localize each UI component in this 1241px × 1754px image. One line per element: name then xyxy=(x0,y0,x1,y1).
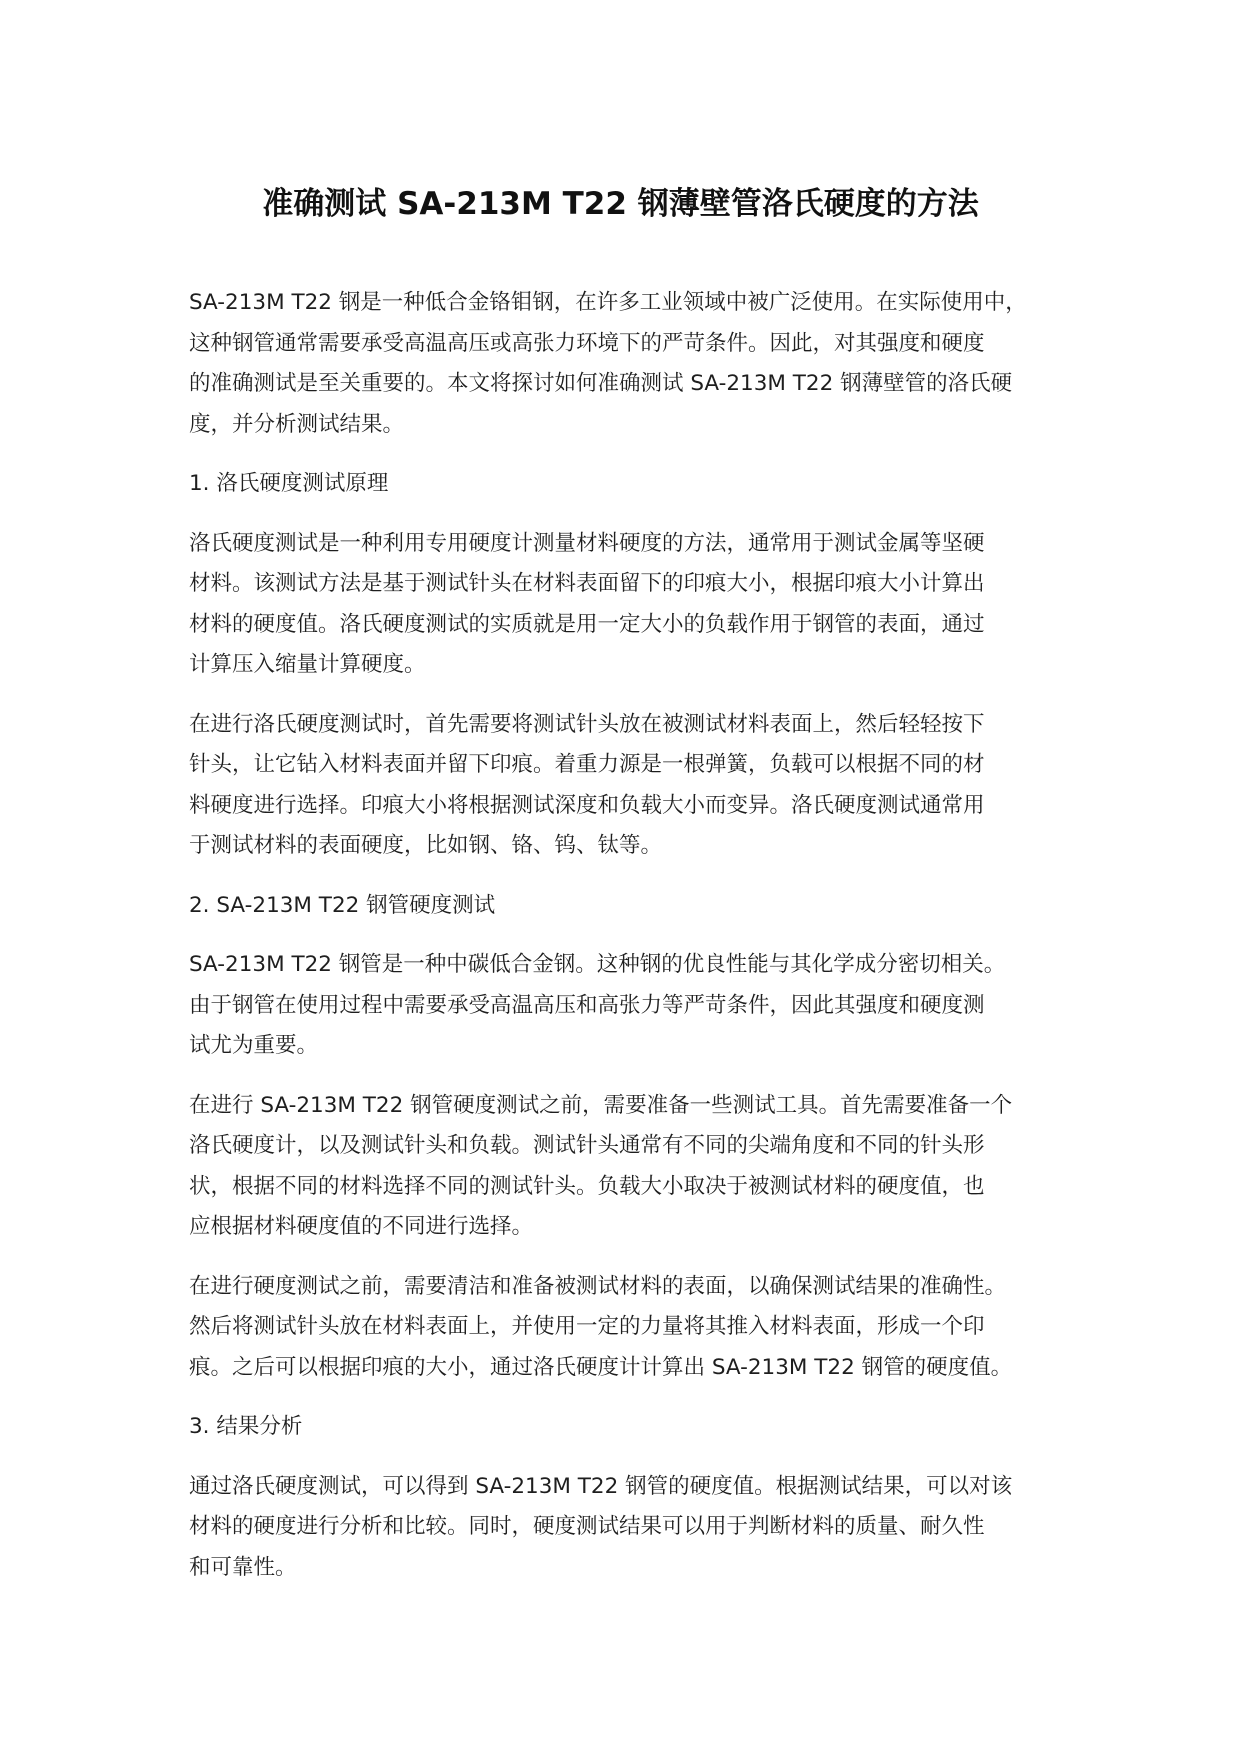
paragraph-line: 洛氏硬度计，以及测试针头和负载。测试针头通常有不同的尖端角度和不同的针头形 xyxy=(189,1133,985,1158)
heading-text: 2. SA-213M T22 钢管硬度测试 xyxy=(189,892,496,918)
section-1-paragraph-1 xyxy=(189,524,1069,686)
paragraph-line: 由于钢管在使用过程中需要承受高温高压和高张力等严苛条件，因此其强度和硬度测 xyxy=(189,992,985,1018)
intro-paragraph xyxy=(189,283,1069,445)
paragraph-line: 洛氏硬度测试是一种利用专用硬度计测量材料硬度的方法，通常用于测试金属等坚硬 xyxy=(189,530,985,556)
paragraph-line: 通过洛氏硬度测试，可以得到 SA-213M T22 钢管的硬度值。根据测试结果，可以对该 xyxy=(189,1473,1013,1499)
paragraph-line: 痕。之后可以根据印痕的大小，通过洛氏硬度计计算出 SA-213M T22 钢管的硬度值。 xyxy=(189,1354,1013,1380)
heading-text: 3. 结果分析 xyxy=(189,1414,303,1439)
paragraph-line: SA-213M T22 钢是一种低合金铬钼钢，在许多工业领域中被广泛使用。在实际使用中， xyxy=(189,290,1027,315)
paragraph-line: 应根据材料硬度值的不同进行选择。 xyxy=(189,1214,534,1239)
paragraph-line: 的准确测试是至关重要的。本文将探讨如何准确测试 SA-213M T22 钢薄壁管的洛氏硬 xyxy=(189,371,1013,396)
paragraph-line: 在进行硬度测试之前，需要清洁和准备被测试材料的表面，以确保测试结果的准确性。 xyxy=(189,1273,1007,1299)
section-2-paragraph-3 xyxy=(189,1267,1069,1389)
paragraph-line: 在进行 SA-213M T22 钢管硬度测试之前，需要准备一些测试工具。首先需要准备一个 xyxy=(189,1092,1013,1118)
document-title: 准确测试 SA-213M T22 钢薄壁管洛氏硬度的方法 xyxy=(262,186,979,222)
paragraph-line: 然后将测试针头放在材料表面上，并使用一定的力量将其推入材料表面，形成一个印 xyxy=(189,1314,985,1339)
section-heading-3 xyxy=(189,1407,1069,1448)
paragraph-line: 材料的硬度进行分析和比较。同时，硬度测试结果可以用于判断材料的质量、耐久性 xyxy=(189,1514,985,1539)
section-3-paragraph-1 xyxy=(189,1467,1069,1589)
paragraph-line: 度，并分析测试结果。 xyxy=(189,411,405,437)
paragraph-line: 料硬度进行选择。印痕大小将根据测试深度和负载大小而变异。洛氏硬度测试通常用 xyxy=(189,792,985,818)
paragraph-line: 针头，让它钻入材料表面并留下印痕。着重力源是一根弹簧，负载可以根据不同的材 xyxy=(189,752,985,777)
paragraph-line: 在进行洛氏硬度测试时，首先需要将测试针头放在被测试材料表面上，然后轻轻按下 xyxy=(189,711,985,737)
section-2-paragraph-2 xyxy=(189,1086,1069,1248)
paragraph-line: 计算压入缩量计算硬度。 xyxy=(189,652,426,677)
paragraph-line: 这种钢管通常需要承受高温高压或高张力环境下的严苛条件。因此，对其强度和硬度 xyxy=(189,330,985,356)
paragraph-line: 状，根据不同的材料选择不同的测试针头。负载大小取决于被测试材料的硬度值，也 xyxy=(189,1173,985,1199)
paragraph-line: 于测试材料的表面硬度，比如钢、铬、钨、钛等。 xyxy=(189,833,663,858)
document-body xyxy=(189,283,1069,1607)
paragraph-line: SA-213M T22 钢管是一种中碳低合金钢。这种钢的优良性能与其化学成分密切相关。 xyxy=(189,952,1006,977)
section-heading-1 xyxy=(189,464,1069,505)
paragraph-line: 材料。该测试方法是基于测试针头在材料表面留下的印痕大小，根据印痕大小计算出 xyxy=(189,571,985,596)
section-heading-2 xyxy=(189,886,1069,927)
paragraph-line: 和可靠性。 xyxy=(189,1554,297,1580)
section-2-paragraph-1 xyxy=(189,945,1069,1067)
section-1-paragraph-2 xyxy=(189,705,1069,867)
heading-text: 1. 洛氏硬度测试原理 xyxy=(189,471,389,496)
paragraph-line: 试尤为重要。 xyxy=(189,1033,319,1058)
paragraph-line: 材料的硬度值。洛氏硬度测试的实质就是用一定大小的负载作用于钢管的表面，通过 xyxy=(189,611,985,637)
